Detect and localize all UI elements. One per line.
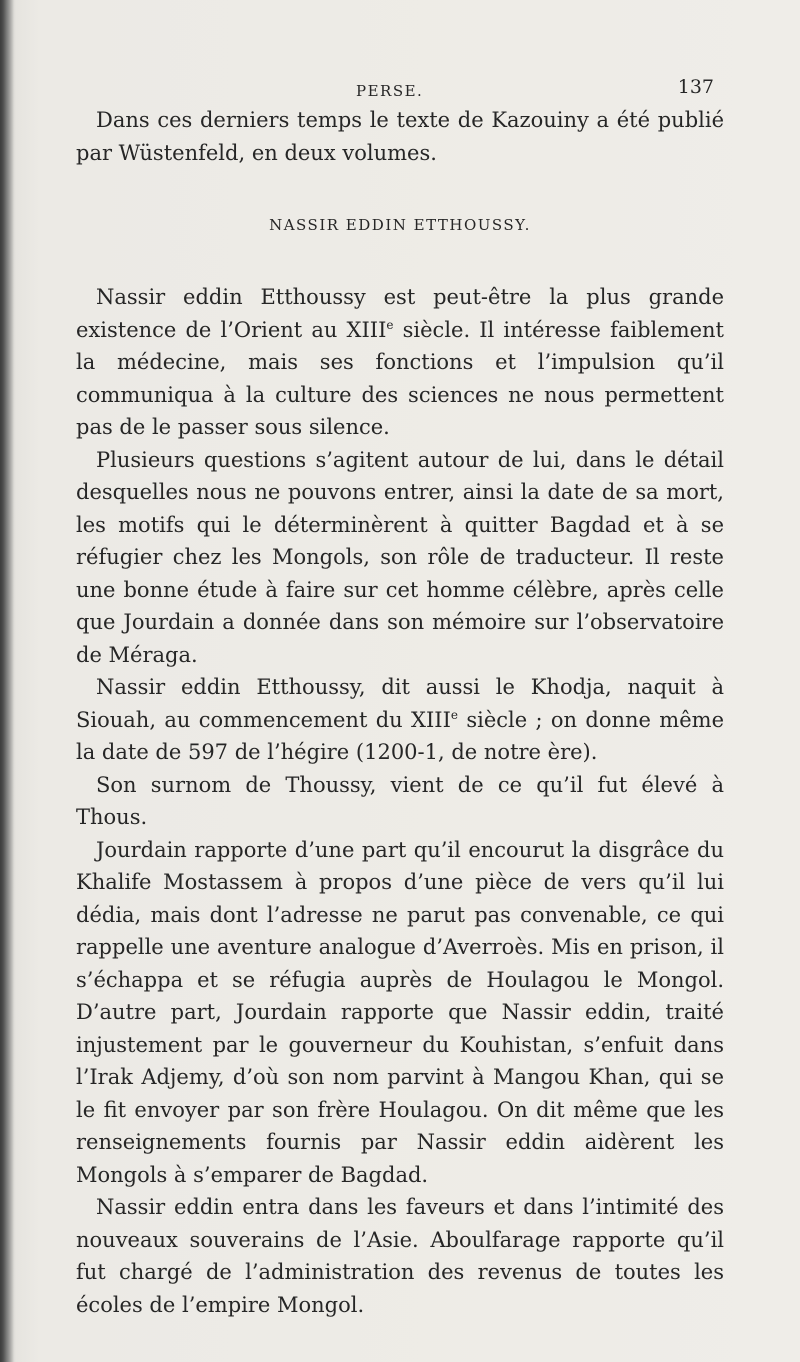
paragraph-1-part-b: siècle. Il intéresse faiblement la médecine, mais ses fonctions et l’impulsion qu’il communiqua à la culture des sciences ne nous permettent pas de le passer sous silence.: [76, 317, 724, 439]
paragraph-1-superscript: e: [386, 317, 394, 332]
paragraph-1-part-a: Nassir eddin Etthoussy est peut-être la plus grande existence de l’Orient au XIII: [76, 285, 724, 342]
paragraph-5: Jourdain rapporte d’une part qu’il encourut la disgrâce du Khalife Mostassem à propos d’une pièce de vers qu’il lui dédia, mais dont l’adresse ne parut pas convenable, ce qui rappelle une aventure analogue d’Averroès. Mis en prison, il s’échappa et se réfugia auprès de Houlagou le Mongol. D’autre part, Jourdain rapporte que Nassir eddin, traité injustement par le gouverneur du Kouhistan, s’enfuit dans l’Irak Adjemy, d’où son nom parvint à Mangou Khan, qui se le fit envoyer par son frère Houlagou. On dit même que les renseignements fournis par Nassir eddin aidèrent les Mongols à s’emparer de Bagdad.: [76, 837, 724, 1187]
section-heading: NASSIR EDDIN ETTHOUSSY.: [269, 216, 531, 234]
intro-paragraph: Dans ces derniers temps le texte de Kazouiny a été publié par Wüstenfeld, en deux volumes.: [76, 108, 724, 165]
paragraph-4: Son surnom de Thoussy, vient de ce qu’il fut élevé à Thous.: [76, 772, 724, 829]
page-text-block: [76, 70, 724, 1321]
paragraph-3-part-a: Nassir eddin Etthoussy, dit aussi le Khodja, naquit à Siouah, au commencement du XIII: [76, 675, 724, 732]
paragraph-1: [76, 281, 724, 444]
running-header: [76, 70, 724, 104]
paragraph-3-part-b: siècle ; on donne même la date de 597 de l’hégire (1200-1, de notre ère).: [76, 707, 724, 764]
paragraph-6: Nassir eddin entra dans les faveurs et dans l’intimité des nouveaux souverains de l’Asie. Aboulfarage rapporte qu’il fut chargé de l’administration des revenus de toutes les écoles de l’empire Mongol.: [76, 1195, 724, 1317]
paragraph-2: Plusieurs questions s’agitent autour de lui, dans le détail desquelles nous ne pouvons entrer, ainsi la date de sa mort, les motifs qui le déterminèrent à quitter Bagdad et à se réfugier chez les Mongols, son rôle de traducteur. Il reste une bonne étude à faire sur cet homme célèbre, après celle que Jourdain a donnée dans son mémoire sur l’observatoire de Méraga.: [76, 447, 724, 667]
page-gutter-shadow: [0, 0, 14, 1362]
paragraph-3: [76, 671, 724, 769]
page-number: 137: [677, 76, 714, 98]
running-title: PERSE.: [356, 82, 424, 100]
paragraph-3-superscript: e: [450, 707, 458, 722]
